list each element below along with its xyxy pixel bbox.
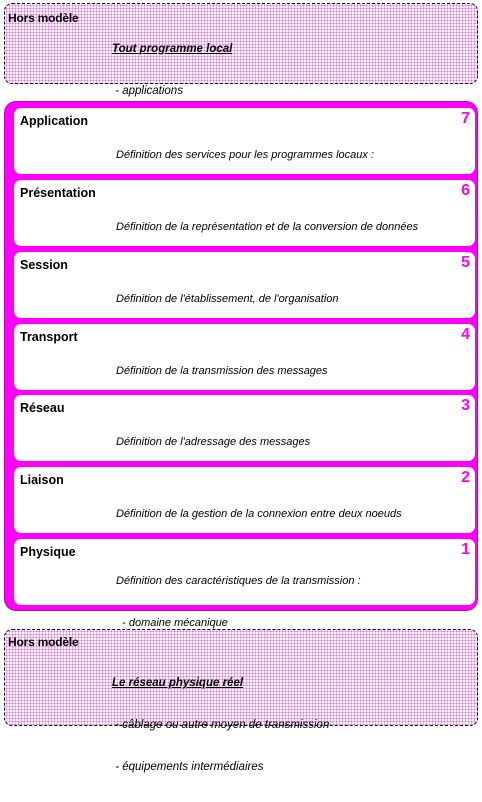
layer-number: 5	[461, 254, 470, 271]
layer-description-line: Définition de l'établissement, de l'organisation	[116, 293, 339, 305]
layer-presentation	[14, 180, 475, 246]
layer-transport	[14, 324, 475, 390]
bottom-hors-modele-box	[4, 629, 478, 773]
layer-name: Transport	[20, 330, 78, 344]
layer-liaison	[14, 467, 475, 533]
layer-application	[14, 108, 475, 174]
bottom-box-line: - câblage ou autre moyen de transmission	[112, 719, 330, 731]
layer-description-line: Définition des services pour les programmes locaux :	[116, 149, 375, 161]
layer-description-line: Définition de la gestion de la connexion entre deux noeuds	[116, 508, 402, 520]
top-box-label: Hors modèle	[8, 11, 79, 25]
layer-number: 4	[461, 326, 470, 343]
layer-reseau	[14, 395, 475, 461]
layer-name: Réseau	[20, 401, 65, 415]
layer-name: Physique	[20, 545, 76, 559]
bottom-box-title: Le réseau physique réel	[112, 677, 244, 689]
top-box-line: - applications	[112, 85, 183, 97]
bottom-box-line: - équipements intermédiaires	[112, 761, 264, 773]
layer-number: 3	[461, 397, 470, 414]
bottom-box-text	[112, 648, 329, 802]
layer-name: Application	[20, 114, 89, 128]
layer-description-line: - domaine mécanique	[116, 617, 228, 629]
layer-physique	[14, 539, 475, 629]
top-hors-modele-box	[4, 3, 478, 97]
layer-description-line: Définition de l'adressage des messages	[116, 436, 311, 448]
layer-number: 6	[461, 182, 470, 199]
layer-number: 2	[461, 469, 470, 486]
layer-description-line: Définition de la transmission des messages	[116, 365, 328, 377]
osi-layer-stack	[4, 101, 478, 629]
layer-name: Liaison	[20, 473, 64, 487]
bottom-box-label: Hors modèle	[8, 635, 79, 649]
layer-name: Présentation	[20, 186, 96, 200]
layer-name: Session	[20, 258, 68, 272]
layer-description-line: Définition des caractéristiques de la transmission :	[116, 575, 361, 587]
layer-description-line: Définition de la représentation et de la conversion de données	[116, 221, 419, 233]
layer-number: 1	[461, 541, 470, 558]
layer-session	[14, 252, 475, 318]
layer-number: 7	[461, 110, 470, 127]
top-box-title: Tout programme local	[112, 43, 233, 55]
